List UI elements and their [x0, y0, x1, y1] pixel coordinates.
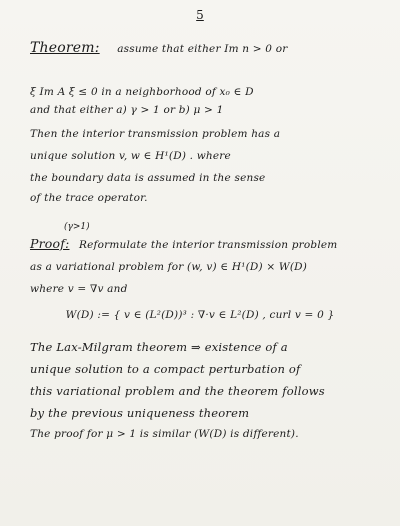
proof-line-1: Reformulate the interior transmission problem — [79, 239, 338, 251]
proof-line-9: The proof for μ > 1 is similar (W(D) is different). — [30, 428, 299, 440]
proof-line-6: unique solution to a compact perturbation of — [30, 362, 301, 376]
theorem-line-4: Then the interior transmission problem has a — [30, 128, 281, 140]
proof-line-8: by the previous uniqueness theorem — [30, 406, 250, 420]
proof-line-7: this variational problem and the theorem follows — [30, 384, 325, 398]
theorem-line-7: of the trace operator. — [30, 192, 148, 204]
proof-line-4-definition: W(D) := { v ∈ (L²(D))³ : ∇·v ∈ L²(D) , curl v = 0 } — [65, 309, 335, 321]
theorem-line-5: unique solution v, w ∈ H¹(D) . where — [30, 150, 231, 162]
proof-case-note: (γ>1) — [64, 222, 90, 232]
theorem-line-3: and that either a) γ > 1 or b) μ > 1 — [30, 104, 224, 116]
theorem-first-line — [30, 40, 287, 56]
proof-line-5: The Lax-Milgram theorem ⇒ existence of a — [30, 340, 288, 354]
theorem-line-2: ξ Im A ξ ≤ 0 in a neighborhood of x₀ ∈ D — [30, 86, 254, 98]
proof-line-2: as a variational problem for (w, v) ∈ H¹(D) × W(D) — [30, 261, 308, 273]
theorem-line-1: assume that either Im n > 0 or — [117, 43, 288, 55]
page-number: 5 — [196, 8, 204, 22]
theorem-line-6: the boundary data is assumed in the sense — [30, 172, 266, 184]
proof-label: Proof: — [30, 236, 70, 251]
proof-first-line — [30, 236, 337, 251]
theorem-label: Theorem: — [30, 40, 100, 56]
proof-line-3: where v = ∇v and — [30, 283, 128, 295]
